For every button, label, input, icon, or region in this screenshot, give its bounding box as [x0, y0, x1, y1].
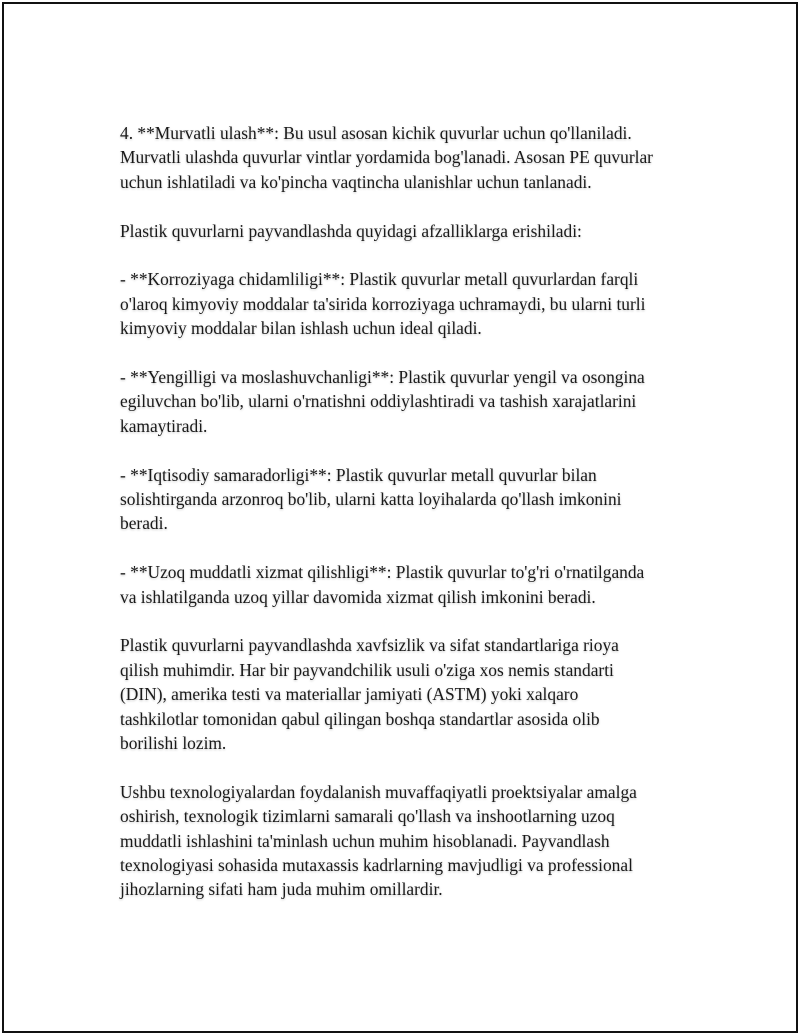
document-body	[120, 121, 700, 902]
paragraph-advantages-intro: Plastik quvurlarni payvandlashda quyidagi afzalliklarga erishiladi:	[120, 220, 582, 241]
list-item-lightweight-flexibility: - **Yengilligi va moslashuvchanligi**: Plastik quvurlar yengil va osongina egiluvchan bo'lib, ularni o'rnatishni oddiylashtiradi va tashish xarajatlarini kamaytiradi.	[120, 367, 645, 436]
list-item-long-service-life: - **Uzoq muddatli xizmat qilishligi**: Plastik quvurlar to'g'ri o'rnatilganda va ishlatilganda uzoq yillar davomida xizmat qilish imkonini beradi.	[120, 562, 645, 607]
paragraph-safety-standards: Plastik quvurlarni payvandlashda xavfsizlik va sifat standartlariga rioya qilish muhimdir. Har bir payvandchilik usuli o'ziga xos nemis standarti (DIN), amerika testi va materiallar jamiyati (ASTM) yoki xalqaro tashkilotlar tomonidan qabul qilingan boshqa standartlar asosida olib borilishi lozim.	[120, 635, 619, 754]
page-frame	[2, 2, 798, 1033]
paragraph-conclusion: Ushbu texnologiyalardan foydalanish muvaffaqiyatli proektsiyalar amalga oshirish, texnologik tizimlarni samarali qo'llash va inshootlarning uzoq muddatli ishlashini ta'minlash uchun muhim hisoblanadi. Payvandlash texnologiyasi sohasida mutaxassis kadrlarning mavjudligi va professional jihozlarning sifati ham juda muhim omillardir.	[120, 781, 637, 900]
list-item-cost-efficiency: - **Iqtisodiy samaradorligi**: Plastik quvurlar metall quvurlar bilan solishtirganda arzonroq bo'lib, ularni katta loyihalarda qo'llash imkonini beradi.	[120, 464, 622, 534]
list-item-corrosion-resistance: - **Korroziyaga chidamliligi**: Plastik quvurlar metall quvurlardan farqli o'laroq kimyoviy moddalar ta'sirida korroziyaga uchramaydi, bu ularni turli kimyoviy moddalar bilan ishlash uchun ideal qiladi.	[120, 269, 646, 339]
paragraph-bolted-joint: 4. **Murvatli ulash**: Bu usul asosan kichik quvurlar uchun qo'llaniladi. Murvatli ulashda quvurlar vintlar yordamida bog'lanadi. Asosan PE quvurlar uchun ishlatiladi va ko'pincha vaqtincha ulanishlar uchun tanlanadi.	[120, 123, 653, 192]
